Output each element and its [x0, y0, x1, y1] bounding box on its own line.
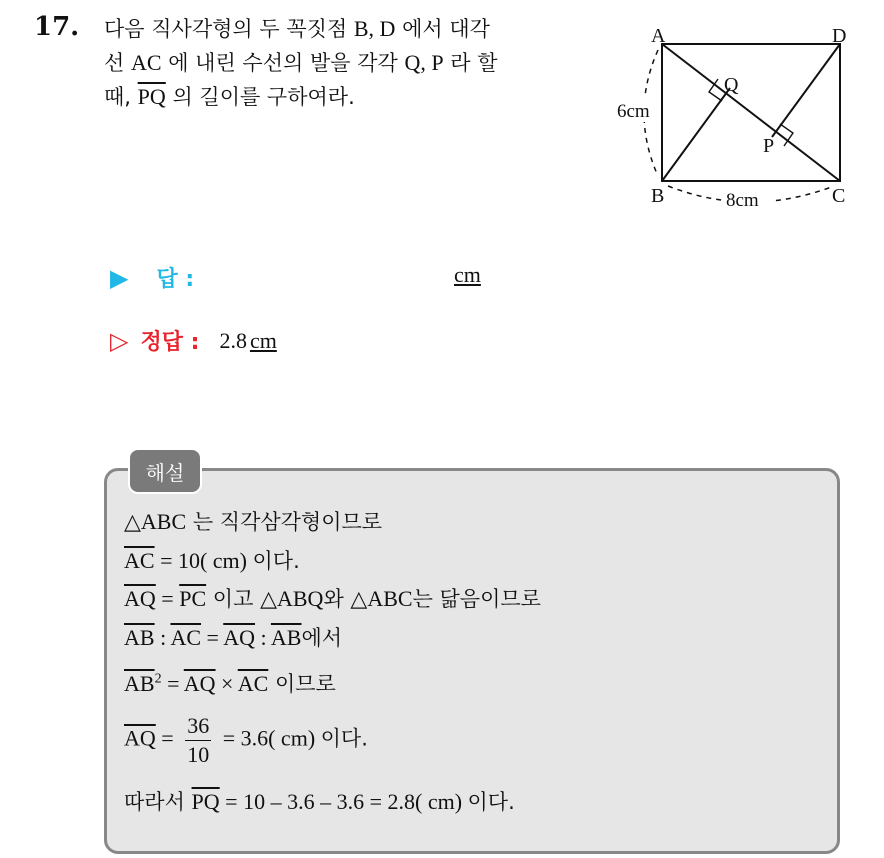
label-b: B [651, 185, 665, 207]
correct-label: 정답 : [140, 330, 200, 355]
label-c: C [832, 185, 846, 207]
question-number: 17. [34, 12, 80, 42]
solution-line-2: $\overline{AC} = 10$( cm) 이다. [124, 548, 300, 573]
answer-row [110, 262, 481, 293]
question-line-1: 다음 직사각형의 두 꼭짓점 B, D 에서 대각 [104, 16, 490, 41]
rectangle-figure [600, 18, 870, 218]
correct-answer-row [110, 325, 277, 356]
label-p: P [763, 135, 775, 157]
solution-line-1: △ABC 는 직각삼각형이므로 [124, 509, 383, 534]
answer-arrow-icon: ▶ [110, 263, 129, 292]
label-side-bc: 8cm [726, 190, 759, 211]
diagonal-ac [662, 44, 840, 181]
correct-value: 2.8 cm [219, 327, 277, 353]
solution-line-7: 따라서 $\overline{PQ} = 10 - 3.6 - 3.6 = 2.8$( cm) 이다. [124, 789, 515, 814]
solution-line-4: $\overline{AB}$ : $\overline{AC} = \overline{AQ}$ : $\overline{AB}$에서 [124, 625, 343, 650]
segment-dp [772, 44, 840, 137]
solution-line-3: $\overline{AQ} = \overline{PC}$ 이고 △ABQ와 △ABC는 닮음이므로 [124, 586, 541, 611]
answer-label: 답 : [156, 267, 195, 292]
question-text [104, 12, 594, 114]
question-line-3: 때, $\overline{PQ}$ 의 길이를 구하여라. [104, 84, 355, 109]
question-line-2: 선 AC 에 내린 수선의 발을 각각 Q, P 라 할 [104, 50, 498, 75]
label-side-ab: 6cm [617, 101, 650, 122]
solution-line-5: $\overline{AB}^2 = \overline{AQ} \times \overline{AC}$ 이므로 [124, 671, 336, 696]
answer-unit: cm [454, 262, 481, 287]
label-a: A [651, 25, 666, 47]
label-q: Q [724, 74, 739, 96]
segment-bq [662, 88, 730, 181]
correct-arrow-icon: ▷ [110, 326, 129, 355]
solution-tag: 해설 [128, 448, 202, 494]
fraction: $\frac{36}{10}$ [187, 713, 210, 767]
label-d: D [832, 25, 847, 47]
solution-line-6: $\overline{AQ}$ = $\frac{36}{10}$ = 3.6( cm) 이다. [124, 713, 368, 767]
